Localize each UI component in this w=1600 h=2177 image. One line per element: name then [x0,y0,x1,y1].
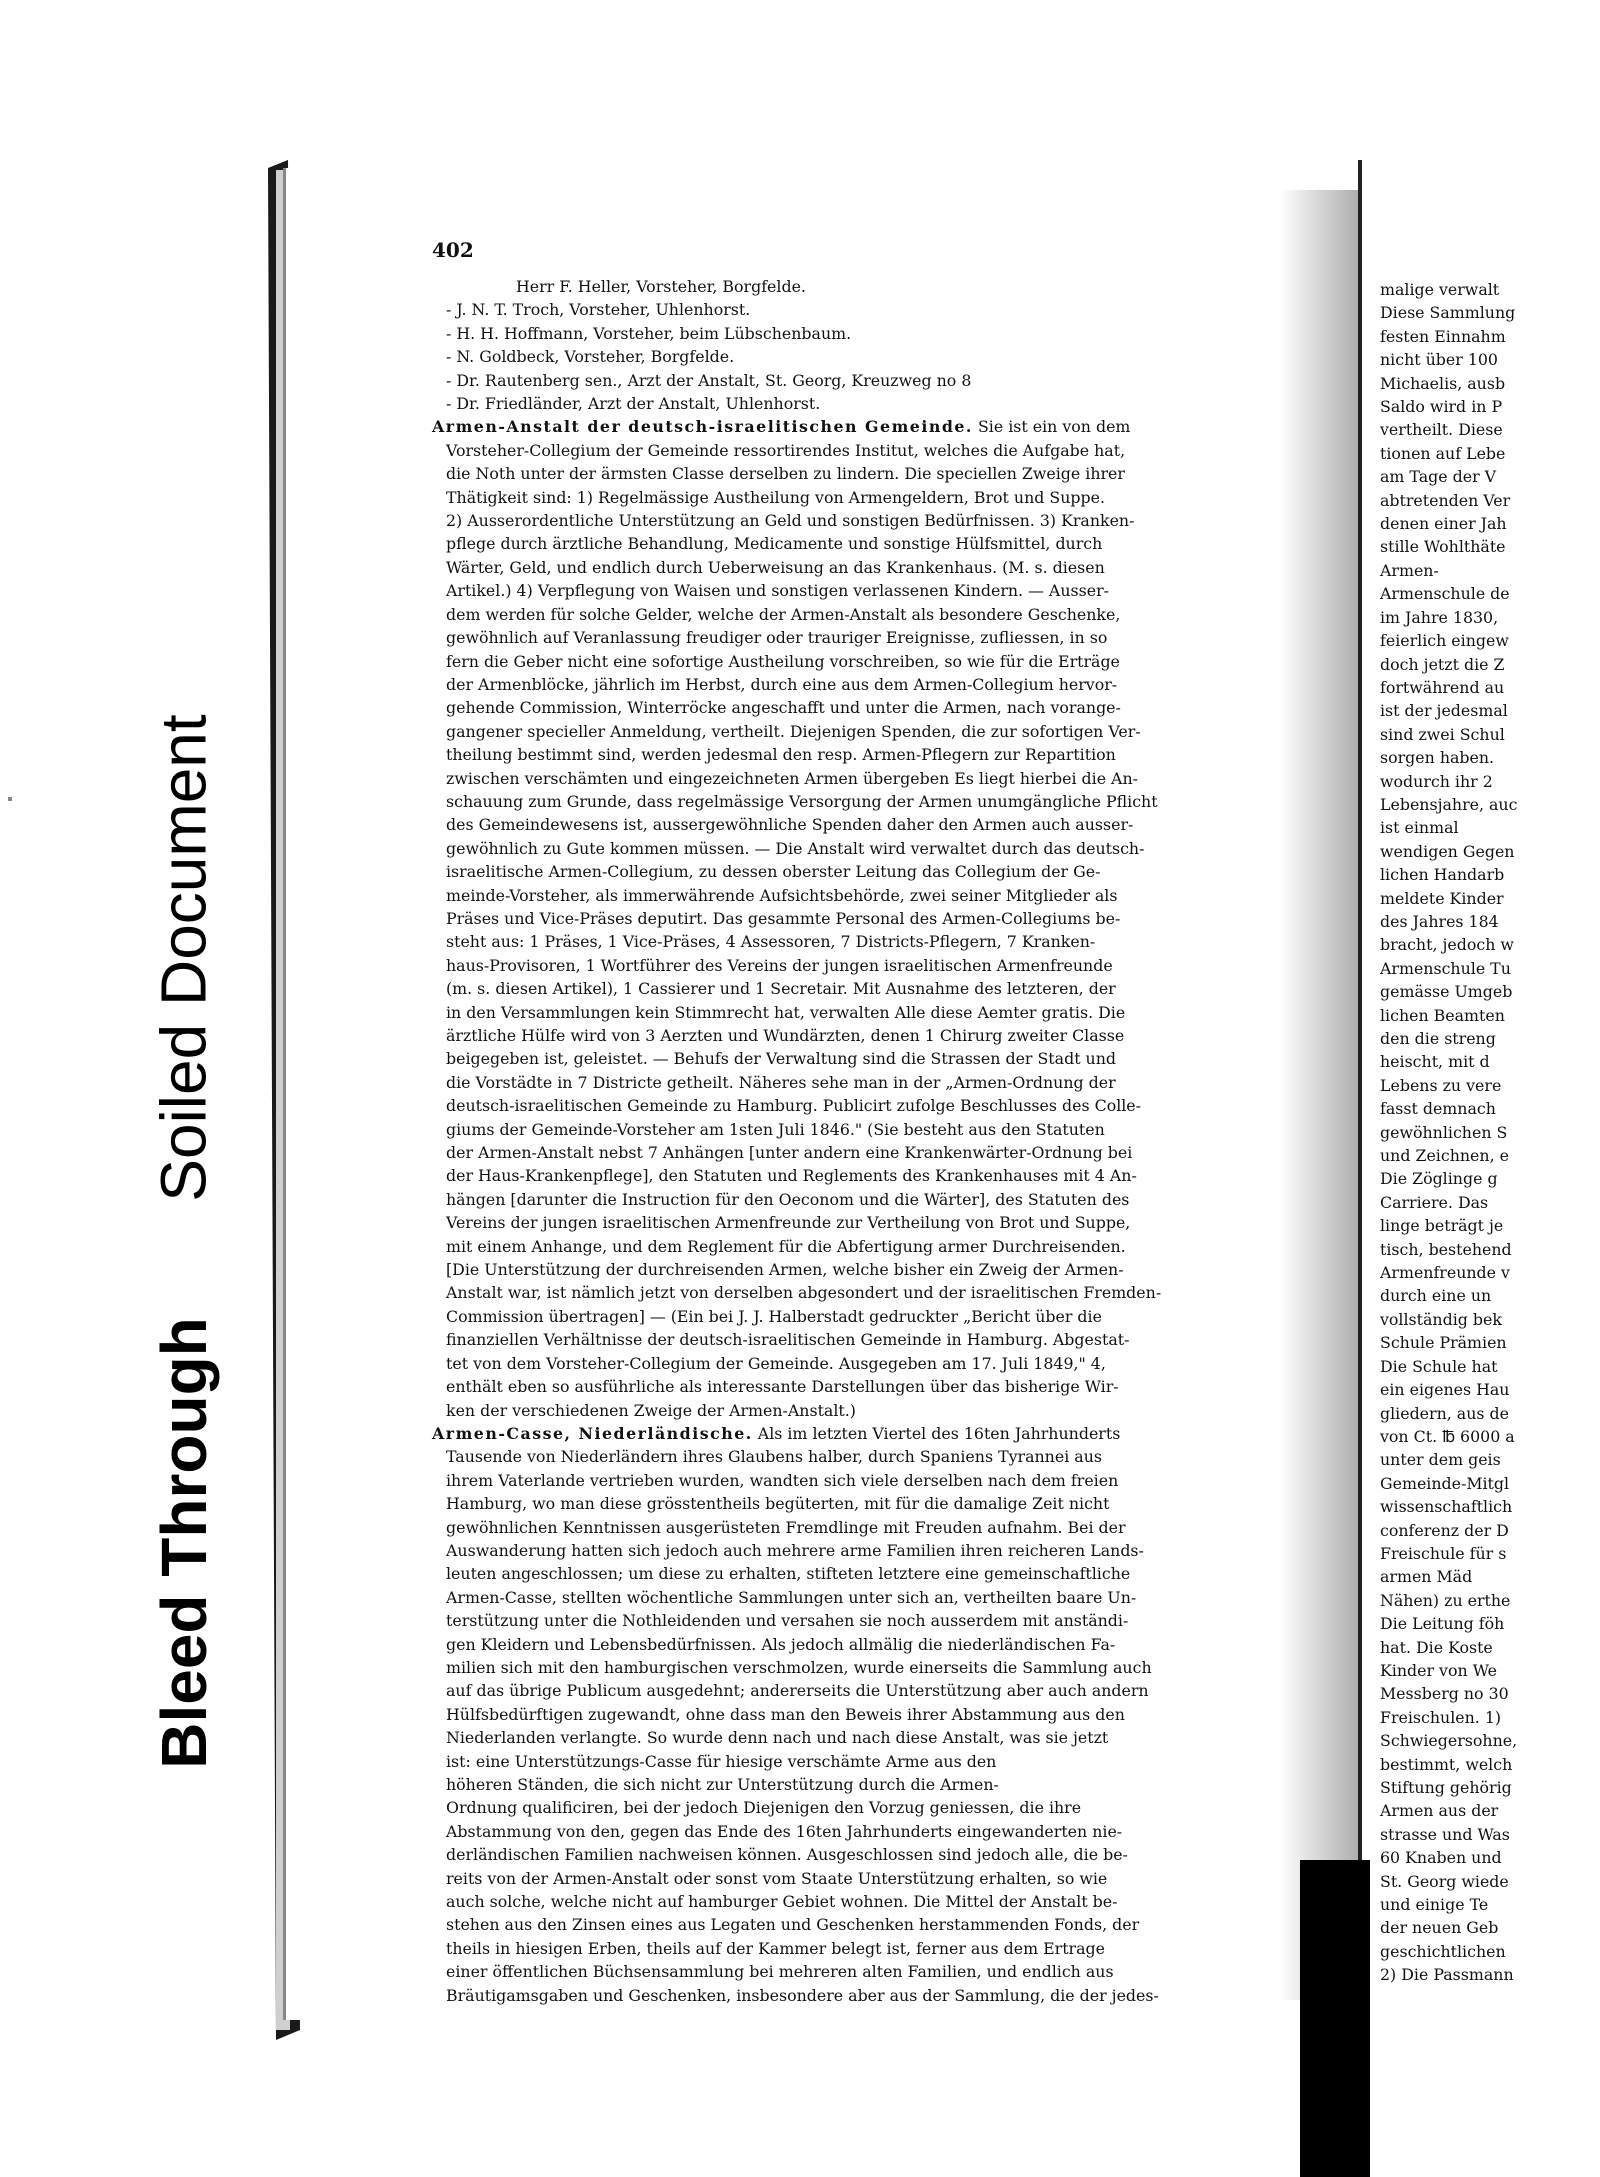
entry-line: gangener specieller Anmeldung, vertheilt. Diejenigen Spenden, die zur sofortigen Ver- [446,721,1141,741]
right-page-line: Diese Sammlung [1380,303,1516,323]
entry-line: Auswanderung hatten sich jedoch auch mehrere arme Familien ihren reicheren Lands- [446,1540,1144,1560]
right-page-line: St. Georg wiede [1380,1871,1509,1891]
right-page-line: nicht über 100 [1380,350,1498,370]
entry-line: gehende Commission, Winterröcke angeschafft und unter die Armen, nach vorange- [446,698,1121,718]
entry-line: mit einem Anhange, und dem Reglement für die Abfertigung armer Durchreisenden. [446,1236,1126,1256]
entry-line: theilung bestimmt sind, werden jedesmal den resp. Armen-Pflegern zur Repartition [446,745,1116,765]
right-page-line: ist der jedesmal [1380,701,1508,721]
right-page-line: denen einer Jah [1380,514,1507,534]
entry-text: Sie ist ein von dem [977,417,1131,437]
entry-line: haus-Provisoren, 1 Wortführer des Vereins der jungen israelitischen Armenfreunde [446,955,1113,975]
right-page-line: heischt, mit d [1380,1052,1490,1072]
staff-line: - N. Goldbeck, Vorsteher, Borgfelde. [446,347,735,367]
right-page-line: sind zwei Schul [1380,724,1505,744]
entry-line: milien sich mit den hamburgischen verschmolzen, wurde einerseits die Sammlung auch [446,1657,1152,1677]
soiled-document-label [124,663,244,1253]
entry-line: einer öffentlichen Büchsensammlung bei mehreren alten Familien, und endlich aus [446,1962,1114,1982]
right-page-line: tisch, bestehend [1380,1239,1512,1259]
right-page-line: Saldo wird in P [1380,397,1503,417]
right-page-line: Armenschule Tu [1380,958,1511,978]
entry-line: giums der Gemeinde-Vorsteher am 1sten Juli 1846." (Sie besteht aus den Statuten [446,1119,1105,1139]
entry-line: ist: eine Unterstützungs-Casse für hiesige verschämte Arme aus den [446,1751,997,1771]
right-page-line: Die Leitung föh [1380,1614,1505,1634]
right-page-line: wodurch ihr 2 [1380,771,1493,791]
right-page-line: geschichtlichen [1380,1941,1506,1961]
entry-line: hängen [darunter die Instruction für den Oeconom und die Wärter], des Statuten des [446,1189,1130,1209]
entry-line: in den Versammlungen kein Stimmrecht hat, verwalten Alle diese Aemter gratis. Die [446,1002,1126,1022]
entry-line: theils in hiesigen Erben, theils auf der Kammer belegt ist, ferner aus dem Ertrage [446,1938,1105,1958]
entry-line: Artikel.) 4) Verpflegung von Waisen und sonstigen verlassenen Kindern. — Ausser- [446,581,1109,601]
entry-line: Abstammung von den, gegen das Ende des 16ten Jahrhunderts eingewanderten nie- [446,1821,1123,1841]
right-page-line: conferenz der D [1380,1520,1509,1540]
bleed-through-label-text: Bleed Through [148,1317,220,1769]
entry-line: pflege durch ärztliche Behandlung, Medicamente und sonstige Hülfsmittel, durch [446,534,1103,554]
entry-line: zwischen verschämten und eingezeichneten Armen übergeben Es liegt hierbei die An- [446,768,1138,788]
right-page-line: lichen Handarb [1380,865,1505,885]
right-page-line: Kinder von We [1380,1660,1497,1680]
entry-line: gen Kleidern und Lebensbedürfnissen. Als jedoch allmälig die niederländischen Fa- [446,1634,1116,1654]
entry-line: Ordnung qualificiren, bei der jedoch Diejenigen den Vorzug geniessen, die ihre [446,1798,1082,1818]
entry-line: Armen-Casse, stellten wöchentliche Sammlungen unter sich an, vertheilten baare Un- [446,1587,1137,1607]
right-page-line: gemässe Umgeb [1380,982,1513,1002]
right-page-line: wissenschaftlich [1380,1497,1513,1517]
entry-line: schauung zum Grunde, dass regelmässige Versorgung der Armen unumgängliche Pflicht [446,791,1158,811]
entry-line: israelitische Armen-Collegium, zu dessen oberster Leitung das Collegium der Ge- [446,862,1101,882]
entry-line: die Vorstädte in 7 Districte getheilt. Näheres sehe man in der „Armen-Ordnung der [446,1072,1116,1092]
right-page-line: unter dem geis [1380,1450,1501,1470]
entry-line: terstützung unter die Nothleidenden und versahen sie noch ausserdem mit anständi- [446,1611,1129,1631]
entry-line: Vereins der jungen israelitischen Armenfreunde zur Vertheilung von Brot und Suppe, [446,1213,1131,1233]
page-number: 402 [432,238,474,262]
entry-line: beigegeben ist, geleistet. — Behufs der Verwaltung sind die Strassen der Stadt und [446,1049,1117,1069]
entry-line: ärztliche Hülfe wird von 3 Aerzten und Wundärzten, denen 1 Chirurg zweiter Classe [446,1026,1125,1045]
soiled-document-label-text: Soiled Document [148,714,220,1202]
right-page-line: sorgen haben. [1380,748,1495,768]
entry-line: reits von der Armen-Anstalt oder sonst vom Staate Unterstützung erhalten, so wie [446,1868,1108,1888]
right-page-line: strasse und Was [1380,1824,1510,1844]
right-page-line: Messberg no 30 [1380,1684,1509,1704]
entry-line: auf das übrige Publicum ausgedehnt; andererseits die Unterstützung aber auch andern [446,1681,1149,1701]
entry-line: der Armen-Anstalt nebst 7 Anhängen [unter andern eine Krankenwärter-Ordnung bei [446,1143,1133,1163]
entry-line: Anstalt war, ist nämlich jetzt von derselben abgesondert und der israelitischen Fremden- [446,1283,1162,1303]
entry-line: gewöhnlich auf Veranlassung freudiger oder trauriger Ereignisse, zufliessen, in so [446,628,1108,648]
entry-line: (m. s. diesen Artikel), 1 Cassierer und 1 Secretair. Mit Ausnahme des letzteren, der [446,979,1116,999]
right-page-line: Michaelis, ausb [1380,373,1506,393]
right-page-line: Armenschule de [1380,584,1510,604]
bleed-through-label [124,1253,244,1833]
right-page-line: von Ct. ℔ 6000 a [1380,1426,1515,1446]
right-page-line: abtretenden Ver [1380,490,1511,510]
staff-line: Herr F. Heller, Vorsteher, Borgfelde. [516,277,806,296]
right-page-line: der neuen Geb [1380,1918,1499,1938]
entry-line: Bräutigamsgaben und Geschenken, insbesondere aber aus der Sammlung, die der jedes- [446,1985,1159,2005]
entry-line: [Die Unterstützung der durchreisenden Armen, welche bisher ein Zweig der Armen- [446,1260,1124,1280]
staff-line: - H. H. Hoffmann, Vorsteher, beim Lübschenbaum. [446,323,852,343]
entry-line: ihrem Vaterlande vertrieben wurden, wandten sich viele derselben nach dem freien [446,1470,1119,1490]
entry-lemma: Armen-Anstalt der deutsch-israelitischen Gemeinde. [432,417,973,437]
entry-text: Als im letzten Viertel des 16ten Jahrhunderts [757,1423,1121,1443]
right-page-line: fasst demnach [1380,1099,1496,1119]
right-page-line: ein eigenes Hau [1380,1380,1510,1400]
right-page-line: am Tage der V [1380,467,1497,487]
entry-line: die Noth unter der ärmsten Classe derselben zu lindern. Die speciellen Zweige ihrer [446,464,1125,484]
entry-line: leuten angeschlossen; um diese zu erhalten, stifteten letztere eine gemeinschaftliche [446,1564,1131,1584]
right-page-line: durch eine un [1380,1286,1492,1306]
right-page-line: Stiftung gehörig [1380,1778,1512,1797]
right-page-line: meldete Kinder [1380,888,1504,908]
right-page-line: feierlich eingew [1380,631,1509,651]
right-page-line: ist einmal [1380,818,1459,838]
entry-line: Hamburg, wo man diese grösstentheils begüterten, mit für die damalige Zeit nicht [446,1494,1110,1514]
right-page-line: 2) Die Passmann [1380,1965,1514,1985]
entry-line: höheren Ständen, die sich nicht zur Unterstützung durch die Armen- [446,1775,999,1794]
right-page-line: bestimmt, welch [1380,1754,1513,1774]
scan-speck [8,797,12,801]
right-page-line: Nähen) zu erthe [1380,1590,1511,1610]
entry-line: enthält eben so ausführliche als interessante Darstellungen über das bisherige Wir- [446,1377,1119,1397]
right-page-line: doch jetzt die Z [1380,654,1505,674]
entry-line: des Gemeindewesens ist, aussergewöhnliche Spenden daher den Armen auch ausser- [446,815,1134,835]
right-page-line: Schule Prämien [1380,1333,1507,1353]
entry-line: Thätigkeit sind: 1) Regelmässige Austheilung von Armengeldern, Brot und Suppe. [446,487,1105,507]
right-page-line: fortwährend au [1380,677,1505,697]
right-page-line: hat. Die Koste [1380,1637,1493,1657]
right-page-line: Armenfreunde v [1380,1263,1510,1283]
entry-line: Wärter, Geld, und endlich durch Ueberweisung an das Krankenhaus. (M. s. diesen [446,557,1105,577]
right-page-line: Freischule für s [1380,1543,1507,1563]
right-page-line: armen Mäd [1380,1567,1473,1587]
entry-line: gewöhnlich zu Gute kommen müssen. — Die Anstalt wird verwaltet durch das deutsch- [446,838,1145,858]
right-page-line: Lebens zu vere [1380,1075,1502,1095]
right-page-line: tionen auf Lebe [1380,443,1506,463]
staff-line: - Dr. Friedländer, Arzt der Anstalt, Uhlenhorst. [446,394,821,414]
entry-line: Präses und Vice-Präses deputirt. Das gesammte Personal des Armen-Collegiums be- [446,908,1121,928]
entry-line: gewöhnlichen Kenntnissen ausgerüsteten Fremdlinge mit Freuden aufnahm. Bei der [446,1517,1126,1537]
right-page-line: Schwiegersohne, [1380,1731,1518,1751]
right-page-text [1380,278,1600,1987]
right-page-line: lichen Beamten [1380,1005,1505,1025]
right-page-line: im Jahre 1830, [1380,607,1499,627]
right-page-line: bracht, jedoch w [1380,935,1514,955]
entry-line: auch solche, welche nicht auf hamburger Gebiet wohnen. Die Mittel der Anstalt be- [446,1892,1118,1912]
right-page-line: den die streng [1380,1029,1496,1048]
entry-line: fern die Geber nicht eine sofortige Austheilung vorschreiben, so wie für die Erträge [446,651,1120,671]
entry-line: deutsch-israelitischen Gemeinde zu Hamburg. Publicirt zufolge Beschlusses des Colle- [446,1096,1141,1116]
entry-lemma: Armen-Casse, Niederländische. [432,1423,753,1443]
right-page-line: Die Zöglinge g [1380,1169,1498,1189]
entry-line: finanziellen Verhältnisse der deutsch-israelitischen Gemeinde in Hamburg. Abgestat- [446,1330,1130,1350]
right-page-line: 60 Knaben und [1380,1848,1502,1868]
entry-line: steht aus: 1 Präses, 1 Vice-Präses, 4 Assessoren, 7 Districts-Pflegern, 7 Kranken- [446,932,1096,952]
right-page-line: und einige Te [1380,1895,1489,1915]
entry-first-line [432,1422,1322,1445]
right-page-line: gewöhnlichen S [1380,1122,1508,1142]
right-page-line: Die Schule hat [1380,1356,1498,1376]
right-page-line: vollständig bek [1380,1309,1502,1329]
right-page-line: Freischulen. 1) [1380,1707,1502,1727]
right-page-line: festen Einnahm [1380,326,1506,346]
entry-line: 2) Ausserordentliche Unterstützung an Geld und sonstigen Bedürfnissen. 3) Kranken- [446,511,1135,531]
entry-line: Hülfsbedürftigen zugewandt, ohne dass man den Beweis ihrer Abstammung aus den [446,1704,1125,1724]
entry-line: meinde-Vorsteher, als immerwährende Aufsichtsbehörde, zwei seiner Mitglieder als [446,885,1118,905]
staff-line: - Dr. Rautenberg sen., Arzt der Anstalt, St. Georg, Kreuzweg no 8 [446,370,972,390]
entry-line: Niederlanden verlangte. So wurde denn nach und nach diese Anstalt, was sie jetzt [446,1728,1109,1748]
entry-line: der Armenblöcke, jährlich im Herbst, durch eine aus dem Armen-Collegium hervor- [446,674,1118,694]
right-page-line: Armen aus der [1380,1801,1499,1821]
right-page-line: wendigen Gegen [1380,841,1515,861]
right-page-line: und Zeichnen, e [1380,1146,1509,1166]
staff-line: - J. N. T. Troch, Vorsteher, Uhlenhorst. [446,300,751,320]
right-page-line: Armen- [1380,560,1439,580]
left-page-text [432,275,1322,2007]
right-page-line: Carriere. Das [1380,1192,1489,1212]
right-page-line: malige verwalt [1380,280,1500,299]
entry-line: Commission übertragen] — (Ein bei J. J. Halberstadt gedruckter „Bericht über die [446,1306,1102,1326]
right-page-line: vertheilt. Diese [1380,420,1503,440]
entry-line: Tausende von Niederländern ihres Glaubens halber, durch Spaniens Tyrannei aus [446,1447,1102,1467]
entry-first-line [432,415,1322,438]
entry-line: ken der verschiedenen Zweige der Armen-Anstalt.) [446,1400,856,1420]
right-page-line: stille Wohlthäte [1380,537,1506,557]
entry-line: Vorsteher-Collegium der Gemeinde ressortirendes Institut, welches die Aufgabe hat, [446,440,1126,460]
right-page-line: Lebensjahre, auc [1380,794,1518,814]
right-page-line: des Jahres 184 [1380,911,1499,931]
entry-line: stehen aus den Zinsen eines aus Legaten und Geschenken herstammenden Fonds, der [446,1915,1140,1935]
entry-line: tet von dem Vorsteher-Collegium der Gemeinde. Ausgegeben am 17. Juli 1849," 4, [446,1353,1106,1373]
right-page-line: Gemeinde-Mitgl [1380,1473,1510,1493]
entry-line: der Haus-Krankenpflege], den Statuten und Reglements des Krankenhauses mit 4 An- [446,1166,1137,1186]
entry-line: derländischen Familien nachweisen können. Ausgeschlossen sind jedoch alle, die be- [446,1845,1128,1865]
entry-line: dem werden für solche Gelder, welche der Armen-Anstalt als besondere Geschenke, [446,604,1121,624]
right-page-line: linge beträgt je [1380,1216,1504,1236]
right-page-line: gliedern, aus de [1380,1403,1509,1423]
